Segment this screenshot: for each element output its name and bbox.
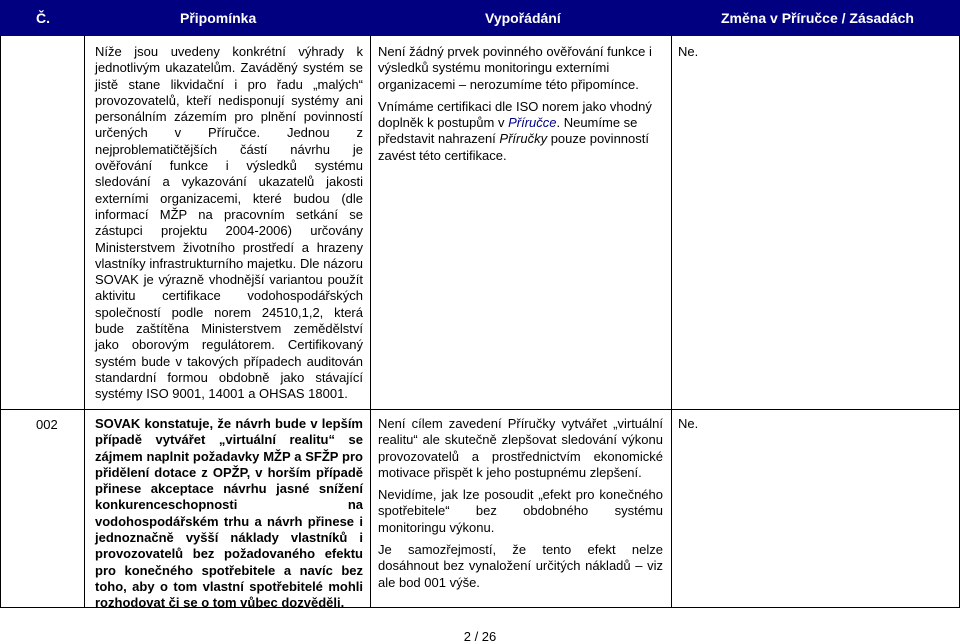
zmena-value: Ne. [678, 416, 699, 431]
header-col-zmena: Změna v Příručce / Zásadách [721, 10, 914, 26]
zmena-cell [678, 44, 738, 66]
header-col-vyporadani: Vypořádání [485, 10, 561, 26]
vyporadani-paragraph: Není žádný prvek povinného ověřování funkce i výsledků systému monitoringu externími organizacemi – nerozumíme této připomínce. [378, 44, 652, 92]
zmena-value: Ne. [678, 44, 699, 59]
vyporadani-paragraph: Nevidíme, jak lze posoudit „efekt pro konečného spotřebitele“ bez obdobného systému monitoringu výkonu. [378, 487, 663, 535]
row-id: 002 [36, 417, 58, 432]
header-col-number: Č. [36, 10, 50, 26]
column-divider [84, 36, 85, 608]
vyporadani-paragraph: Není cílem zavedení Příručky vytvářet „virtuální realitu“ ale skutečně zlepšovat sledování výkonu provozovatelů a prostřednictvím ekonomické motivace přispět k jeho postupnému zlepšení. [378, 416, 663, 480]
table-header [0, 0, 960, 36]
header-col-pripominka: Připomínka [180, 10, 257, 26]
row-divider [0, 409, 960, 410]
zmena-cell [678, 416, 738, 438]
vyporadani-cell [378, 416, 663, 597]
column-divider [370, 36, 371, 608]
vyporadani-cell [378, 44, 663, 170]
vyporadani-paragraph: Vnímáme certifikaci dle ISO norem jako vhodný doplněk k postupům v Příručce. Neumíme se představit nahrazení Příručky pouze povinností zavést této certifikace. [378, 98, 652, 163]
pripominka-text: Níže jsou uvedeny konkrétní výhrady k jednotlivým ukazatelům. Zaváděný systém se jistě stane likvidační i pro řadu „malých“ provozovatelů, kteří nedisponují systémy ani personálním zázemím pro plnění povinností určených v Příručce. Jednou z nejproblematičtějších částí návrhu je ověřování funkce i výsledků systému sledování a vykazování ukazatelů jakosti externími organizacemi, které budou (dle informací MŽP na pracovním setkání se zástupci projektu 2004-2006) určovány Ministerstvem životního prostředí a hrazeny vlastníky infrastrukturního majetku. Dle názoru SOVAK je výrazně vhodnější variantou použít aktivitu certifikace vodohospodářských společností podle norem 24510,1,2, která bude zaštítěna Ministerstvem zemědělství jako oborovým regulátorem. Certifikovaný systém bude v takových případech auditován standardní formou obdobně jako stávající systémy ISO 9001, 14001 a OHSAS 18001. [95, 44, 363, 402]
table-row [95, 44, 363, 409]
reference-text: Příručky [499, 131, 548, 147]
page-number: 2 / 26 [463, 629, 497, 644]
table-border-left [0, 36, 1, 608]
reference-link: Příručce [508, 115, 557, 131]
table-row [95, 416, 363, 618]
pripominka-text: SOVAK konstatuje, že návrh bude v lepším případě vytvářet „virtuální realitu“ se zájmem naplnit požadavky MŽP a SFŽP pro přidělení dotace z OPŽP, v horším případě přinese akceptace návrhu jasné snížení konkurenceschopnosti na vodohospodářském trhu a návrh přinese i jednoznačně vyšší náklady vlastníků i provozovatelů bez požadovaného efektu pro konečného spotřebitele a navíc bez toho, aby o tom vlastní spotřebitelé mohli rozhodovat či se o tom vůbec dozvěděli. [95, 416, 363, 611]
column-divider [671, 36, 672, 608]
vyporadani-paragraph: Je samozřejmostí, že tento efekt nelze dosáhnout bez vynaložení určitých nákladů – viz ale bod 001 výše. [378, 542, 663, 590]
